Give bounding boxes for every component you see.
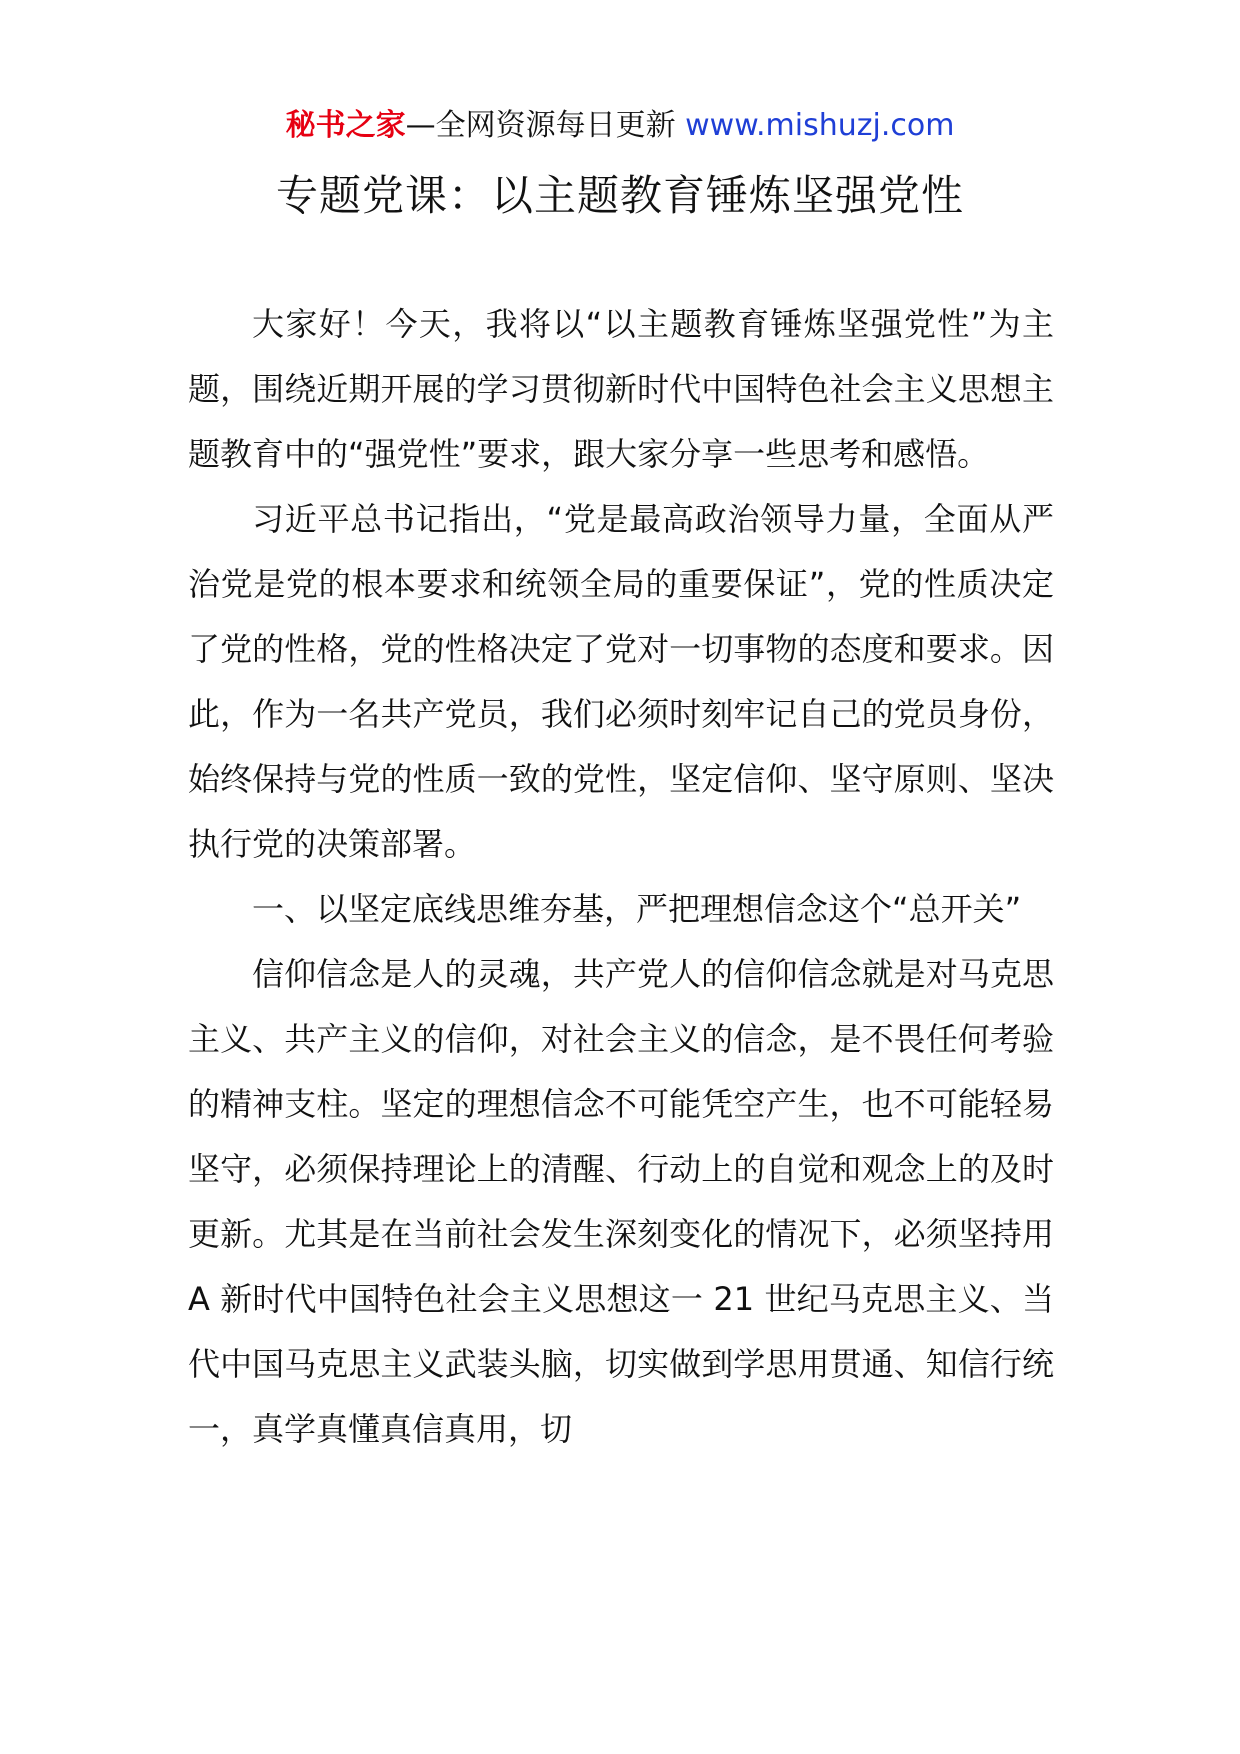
header-tagline: —全网资源每日更新 [405, 108, 676, 143]
site-url-link[interactable]: www.mishuzj.com [685, 108, 955, 143]
site-header [0, 106, 1240, 146]
paragraph-section-1: 信仰信念是人的灵魂，共产党人的信仰信念就是对马克思主义、共产主义的信仰，对社会主义的信念，是不畏任何考验的精神支柱。坚定的理想信念不可能凭空产生，也不可能轻易坚守，必须保持理论上的清醒、行动上的自觉和观念上的及时更新。尤其是在当前社会发生深刻变化的情况下，必须坚持用 A 新时代中国特色社会主义思想这一 21 世纪马克思主义、当代中国马克思主义武装头脑，切实做到学思用贯通、知信行统一，真学真懂真信真用，切 [188, 955, 1054, 1448]
section-heading-1: 一、以坚定底线思维夯基，严把理想信念这个“总开关” [252, 890, 1022, 928]
document-title: 专题党课：以主题教育锤炼坚强党性 [275, 171, 964, 220]
paragraph-intro: 大家好！今天，我将以“以主题教育锤炼坚强党性”为主题，围绕近期开展的学习贯彻新时代中国特色社会主义思想主题教育中的“强党性”要求，跟大家分享一些思考和感悟。 [188, 305, 1054, 473]
brand-name: 秘书之家 [285, 108, 406, 143]
paragraph-quote: 习近平总书记指出，“党是最高政治领导力量，全面从严治党是党的根本要求和统领全局的重要保证”，党的性质决定了党的性格，党的性格决定了党对一切事物的态度和要求。因此，作为一名共产党员，我们必须时刻牢记自己的党员身份，始终保持与党的性质一致的党性，坚定信仰、坚守原则、坚决执行党的决策部署。 [188, 500, 1054, 863]
document-body [188, 292, 1054, 1462]
